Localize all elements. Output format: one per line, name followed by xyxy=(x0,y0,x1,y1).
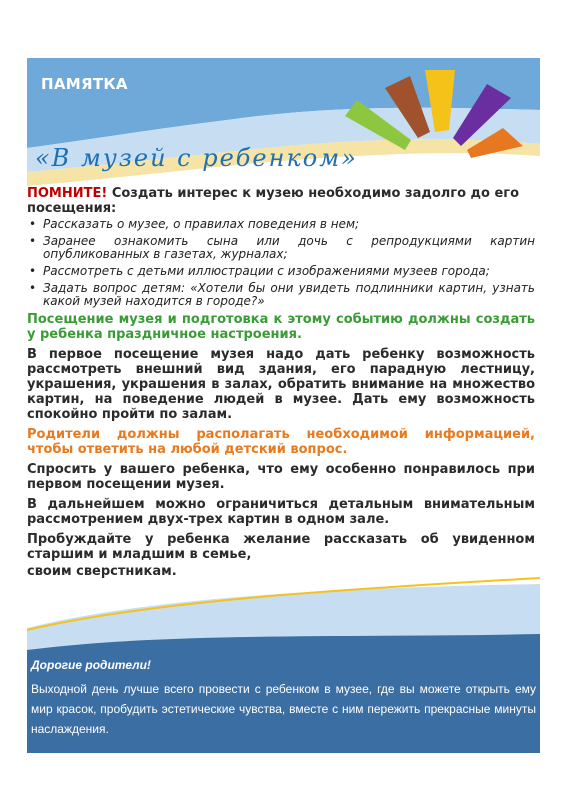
list-item: • Рассмотреть с детьми иллюстрации с изображениями музеев города; xyxy=(43,265,535,278)
awaken-paragraph: Пробуждайте у ребенка желание рассказать об увиденном старшим и младшим в семье, xyxy=(27,532,535,562)
note-body: Выходной день лучше всего провести с ребенком в музее, где вы можете открыть ему мир красок, пробудить эстетические чувства, вместе с ним пережить прекрасные минуты наслаждения. xyxy=(31,682,536,736)
memo-label: ПАМЯТКА xyxy=(41,75,128,93)
peers-paragraph: своим сверстникам. xyxy=(27,564,177,579)
memo-page xyxy=(27,58,540,753)
intro-paragraph xyxy=(27,186,535,216)
note-title: Дорогие родители! xyxy=(31,658,151,672)
holiday-paragraph: Посещение музея и подготовка к этому событию должны создать у ребенка праздничное настроения. xyxy=(27,312,535,342)
page-title: «В музей с ребенком» xyxy=(35,144,358,172)
list-item: • Задать вопрос детям: «Хотели бы они увидеть подлинники картин, узнать какой музей находится в городе?» xyxy=(43,282,535,308)
remember-label: ПОМНИТЕ! xyxy=(27,186,108,201)
first-visit-paragraph: В первое посещение музея надо дать ребенку возможность рассмотреть внешний вид здания, его парадную лестницу, украшения, украшения в залах, обратить внимание на множество картин, на поведение людей в музее. Дать ему возможность спокойно пройти по залам. xyxy=(27,347,535,422)
tips-list xyxy=(27,218,535,308)
parents-info-paragraph: Родители должны располагать необходимой информацией, чтобы ответить на любой детский вопрос. xyxy=(27,427,535,457)
later-paragraph: В дальнейшем можно ограничиться детальным внимательным рассмотрением двух-трех картин в одном зале. xyxy=(27,497,535,527)
ask-child-paragraph: Спросить у вашего ребенка, что ему особенно понравилось при первом посещении музея. xyxy=(27,462,535,492)
parents-note xyxy=(27,652,540,753)
list-item: • Заранее ознакомить сына или дочь с репродукциями картин опубликованных в газетах, журналах; xyxy=(43,235,535,261)
intro-text: Создать интерес к музею необходимо задолго до его посещения: xyxy=(27,186,520,216)
memo-content xyxy=(27,186,535,584)
list-item: • Рассказать о музее, о правилах поведения в нем; xyxy=(43,218,535,231)
